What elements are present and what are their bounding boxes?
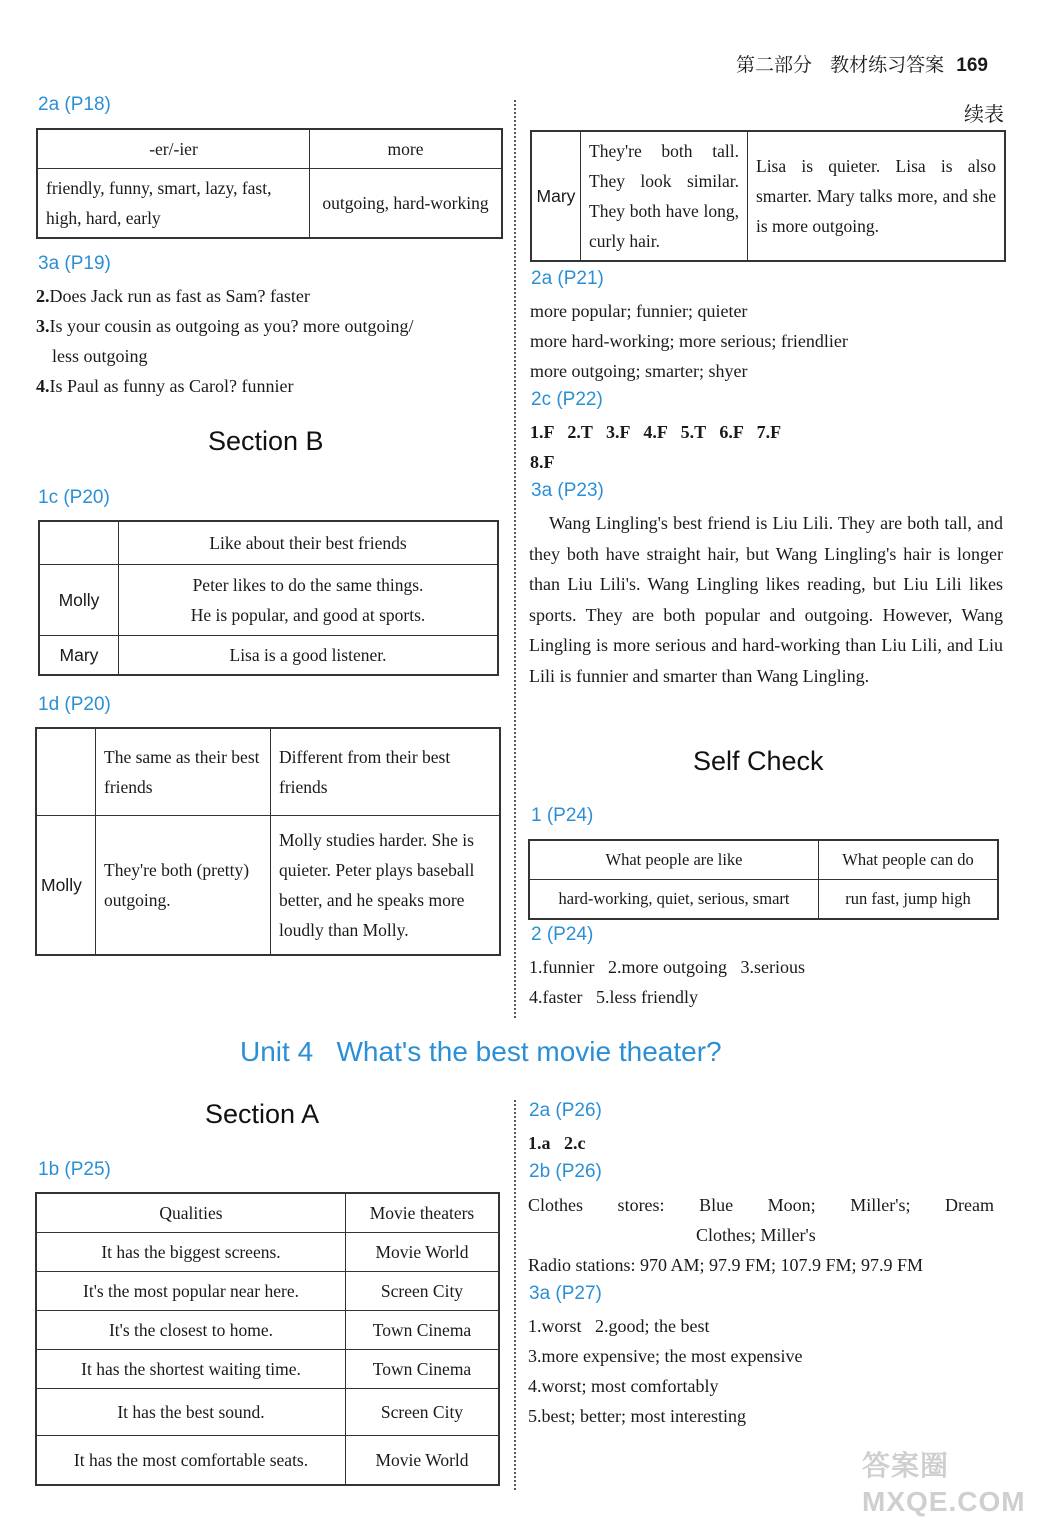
ex-label-1d-p20: 1d (P20)	[38, 694, 111, 715]
answer-list-2-p24	[529, 952, 805, 1012]
continued-label: 续表	[964, 102, 1004, 126]
quality-cell: It has the shortest waiting time.	[36, 1350, 346, 1389]
answer-item: less outgoing	[52, 346, 148, 366]
table-row	[36, 1311, 499, 1350]
answer-line: more hard-working; more serious; friendlier	[530, 331, 848, 351]
header-movie-theaters: Movie theaters	[346, 1193, 500, 1233]
table-row	[36, 1436, 499, 1486]
paragraph-3a-p23: Wang Lingling's best friend is Liu Lili. They are both tall, and they both have straight hair, but Wang Lingling's hair is longer than Liu Lili's. Wang Lingling likes reading, but Liu Lili likes sports. They are both popular and outgoing. However, Wang Lingling is more serious and hard-working than Liu Lili, and Liu Lili is funnier and smarter than Wang Lingling.	[529, 513, 1003, 686]
ex-label-2a-p21: 2a (P21)	[531, 268, 604, 289]
answer-line: Radio stations: 970 AM; 97.9 FM; 107.9 FM; 97.9 FM	[528, 1255, 924, 1275]
answer-line: 3.more expensive; the most expensive	[528, 1346, 803, 1366]
answer-line: 4.faster 5.less friendly	[529, 987, 698, 1007]
answer-line: 1.worst 2.good; the best	[528, 1316, 710, 1336]
header-qualities: Qualities	[36, 1193, 346, 1233]
theater-cell: Town Cinema	[346, 1311, 500, 1350]
answer-line: more outgoing; smarter; shyer	[530, 361, 748, 381]
unit-title	[240, 1036, 722, 1068]
ex-label-3a-p19: 3a (P19)	[38, 253, 111, 274]
section-b-heading: Section B	[208, 426, 324, 456]
answer-line: 5.best; better; most interesting	[528, 1406, 746, 1426]
header-er-ier: -er/-ier	[37, 129, 310, 169]
theater-cell: Screen City	[346, 1272, 500, 1311]
cell-more-words: outgoing, hard-working	[310, 169, 503, 239]
table-row	[36, 1389, 499, 1436]
ex-label-2c-p22: 2c (P22)	[531, 389, 603, 410]
molly-same-cell: They're both (pretty) outgoing.	[96, 816, 271, 956]
quality-cell: It has the best sound.	[36, 1389, 346, 1436]
header-like: Like about their best friends	[119, 521, 499, 565]
answer-list-2c-p22	[530, 417, 781, 477]
answer-list-3a-p27	[528, 1311, 802, 1431]
mary-like-cell: Lisa is a good listener.	[119, 636, 499, 676]
page-header	[736, 50, 988, 77]
answer-line: 4.worst; most comfortably	[528, 1376, 719, 1396]
cell-people-like: hard-working, quiet, serious, smart	[529, 880, 819, 920]
ex-label-3a-p23: 3a (P23)	[531, 480, 604, 501]
answer-list-3a-p19	[36, 281, 413, 401]
ex-label-2b-p26: 2b (P26)	[529, 1161, 602, 1182]
ex-label-1c-p20: 1c (P20)	[38, 487, 110, 508]
table-1b-p25	[35, 1192, 500, 1486]
answer-list-2b-p26	[528, 1190, 994, 1280]
answer-line: 8.F	[530, 452, 555, 472]
answer-line: Clothes; Miller's	[696, 1225, 816, 1245]
ex-label-1b-p25: 1b (P25)	[38, 1159, 111, 1180]
answer-line-2a-p26: 1.a 2.c	[528, 1133, 586, 1153]
name-molly: Molly	[36, 816, 96, 956]
quality-cell: It has the biggest screens.	[36, 1233, 346, 1272]
theater-cell: Screen City	[346, 1389, 500, 1436]
ex-label-1-p24: 1 (P24)	[531, 805, 594, 826]
ex-label-3a-p27: 3a (P27)	[529, 1283, 602, 1304]
answer-item: 3.Is your cousin as outgoing as you? more outgoing/	[36, 316, 414, 336]
section-a-heading: Section A	[205, 1099, 320, 1129]
header-different: Different from their best friends	[271, 728, 501, 816]
cell-er-ier-words: friendly, funny, smart, lazy, fast, high, hard, early	[37, 169, 310, 239]
header-more: more	[310, 129, 503, 169]
table-1d-continued	[530, 130, 1006, 262]
theater-cell: Movie World	[346, 1436, 500, 1486]
mary-same-cell: They're both tall. They look similar. They both have long, curly hair.	[581, 131, 748, 261]
answer-item: 4.Is Paul as funny as Carol? funnier	[36, 376, 294, 396]
ex-label-2a-p18: 2a (P18)	[38, 94, 111, 115]
column-divider-top	[514, 100, 516, 1018]
answer-item: 2.Does Jack run as fast as Sam? faster	[36, 286, 310, 306]
header-people-like: What people are like	[529, 840, 819, 880]
answer-line: more popular; funnier; quieter	[530, 301, 748, 321]
name-mary: Mary	[39, 636, 119, 676]
blank-cell	[36, 728, 96, 816]
table-1d-p20	[35, 727, 501, 956]
unit-question: What's the best movie theater?	[336, 1036, 722, 1067]
blank-cell	[39, 521, 119, 565]
quality-cell: It's the most popular near here.	[36, 1272, 346, 1311]
page-number: 169	[956, 55, 988, 76]
table-2a-p18	[36, 128, 503, 239]
column-divider-bottom	[514, 1100, 516, 1490]
watermark-logo: 答案圈 MXQE.COM	[862, 1450, 1026, 1517]
mary-different-cell: Lisa is quieter. Lisa is also smarter. Mary talks more, and she is more outgoing.	[748, 131, 1006, 261]
ex-label-2a-p26: 2a (P26)	[529, 1100, 602, 1121]
unit-number: Unit 4	[240, 1036, 314, 1067]
name-mary: Mary	[531, 131, 581, 261]
header-same: The same as their best friends	[96, 728, 271, 816]
ex-label-2-p24: 2 (P24)	[531, 924, 594, 945]
theater-cell: Town Cinema	[346, 1350, 500, 1389]
name-molly: Molly	[39, 565, 119, 636]
table-1c-p20	[38, 520, 499, 676]
header-part: 第二部分	[736, 54, 813, 76]
answer-list-2a-p21	[530, 296, 848, 386]
answer-line: 1.funnier 2.more outgoing 3.serious	[529, 957, 805, 977]
quality-cell: It's the closest to home.	[36, 1311, 346, 1350]
molly-different-cell: Molly studies harder. She is quieter. Peter plays baseball better, and he speaks more loudly than Molly.	[271, 816, 501, 956]
table-self-check-1	[528, 839, 999, 920]
quality-cell: It has the most comfortable seats.	[36, 1436, 346, 1486]
answer-line: 1.F 2.T 3.F 4.F 5.T 6.F 7.F	[530, 422, 782, 442]
header-people-do: What people can do	[819, 840, 999, 880]
answer-line: Clothes stores: Blue Moon; Miller's; Dream	[528, 1195, 994, 1215]
cell-people-do: run fast, jump high	[819, 880, 999, 920]
theater-cell: Movie World	[346, 1233, 500, 1272]
table-row	[36, 1272, 499, 1311]
table-row	[36, 1350, 499, 1389]
molly-like-cell: Peter likes to do the same things. He is popular, and good at sports.	[119, 565, 499, 636]
self-check-heading: Self Check	[693, 746, 824, 776]
header-title: 教材练习答案	[830, 54, 945, 76]
table-row	[36, 1233, 499, 1272]
